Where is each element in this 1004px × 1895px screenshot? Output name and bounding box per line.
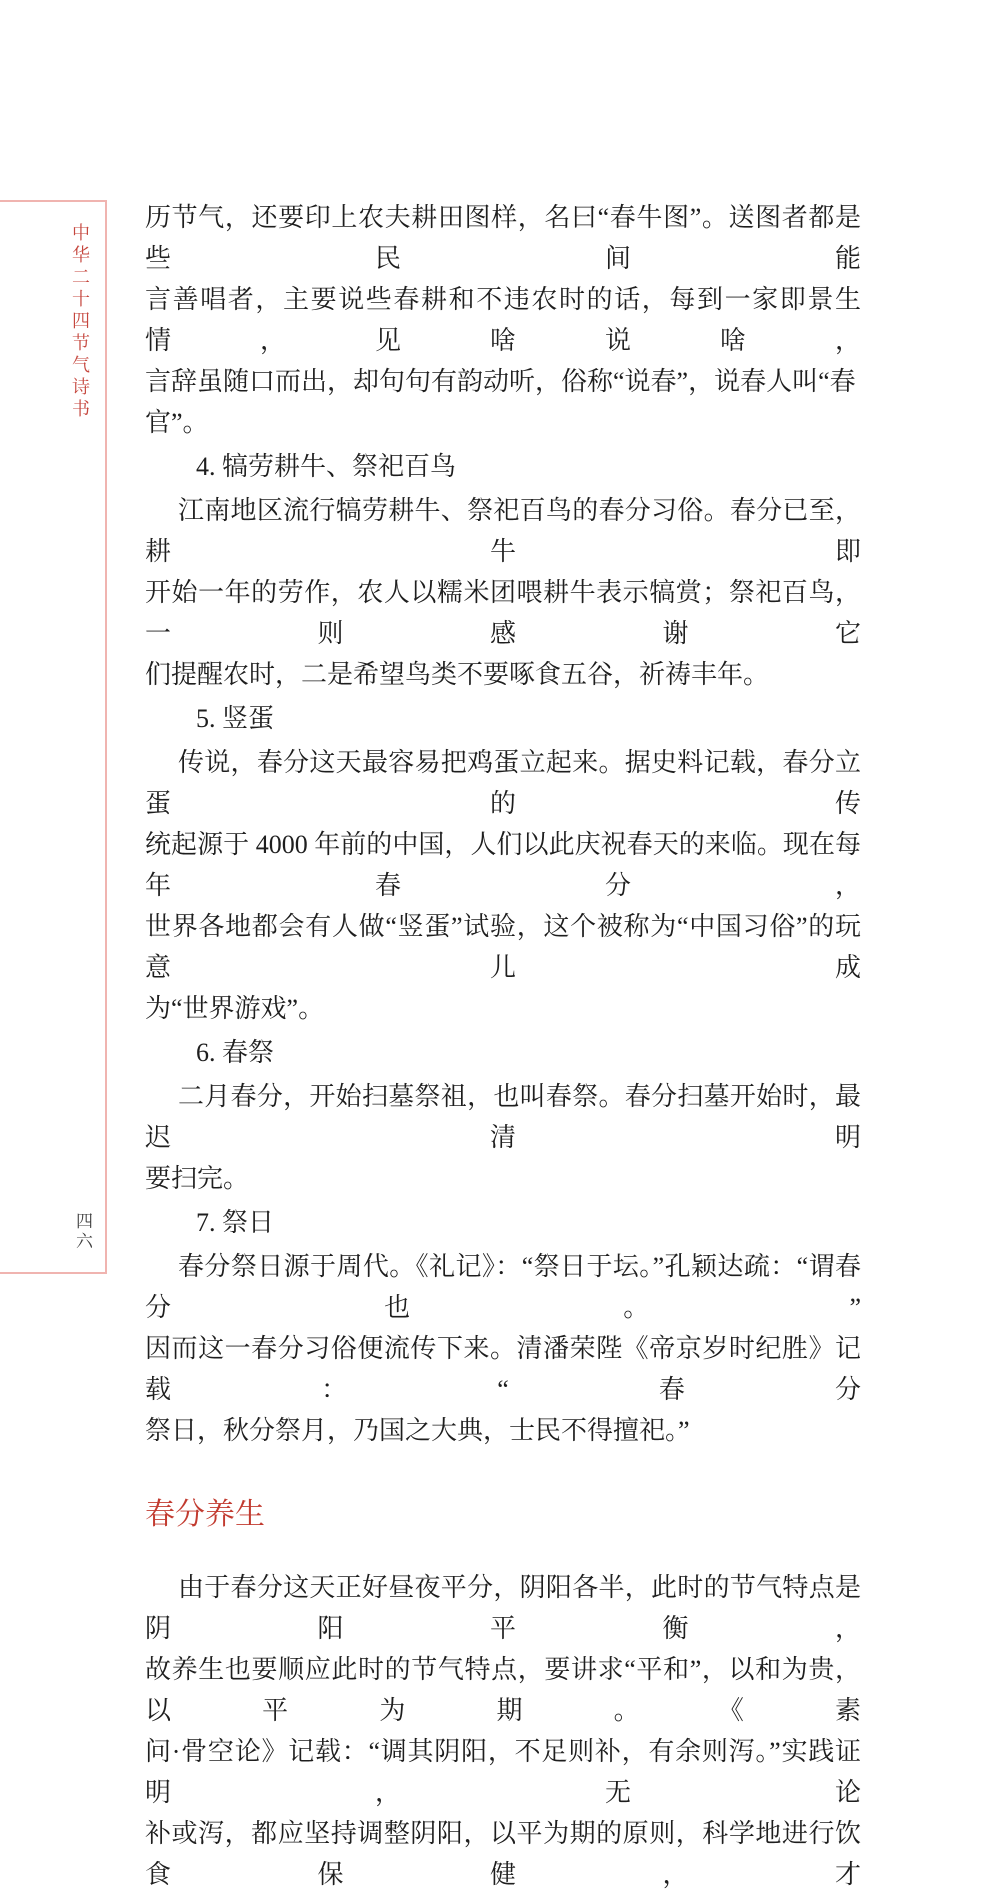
body-line: 们提醒农时，二是希望鸟类不要啄食五谷，祈祷丰年。 xyxy=(145,660,770,689)
body-line: 传说，春分这天最容易把鸡蛋立起来。据史料记载，春分立蛋的传 xyxy=(145,748,861,818)
body-line: 由于春分这天正好昼夜平分，阴阳各半，此时的节气特点是阴阳平衡， xyxy=(145,1573,861,1643)
body-line: 二月春分，开始扫墓祭祖，也叫春祭。春分扫墓开始时，最迟清明 xyxy=(145,1082,861,1152)
section-heading: 春分养生 xyxy=(145,1498,265,1531)
numbered-subheading: 7. 祭日 xyxy=(196,1208,275,1237)
numbered-subheading: 6. 春祭 xyxy=(196,1038,275,1067)
body-line: 问·骨空论》记载：“调其阴阳，不足则补，有余则泻。”实践证明，无论 xyxy=(145,1737,861,1807)
body-line: 祭日，秋分祭月，乃国之大典，士民不得擅祀。” xyxy=(145,1416,690,1445)
body-line: 要扫完。 xyxy=(145,1164,250,1193)
content-area xyxy=(145,197,861,1895)
body-line: 故养生也要顺应此时的节气特点，要讲求“平和”，以和为贵，以平为期。《素 xyxy=(145,1655,861,1725)
body-line: 言辞虽随口而出，却句句有韵动听，俗称“说春”，说春人叫“春官”。 xyxy=(145,367,856,437)
numbered-subheading: 4. 犒劳耕牛、祭祀百鸟 xyxy=(196,452,457,481)
book-title-vertical: 中华二十四节气诗书 xyxy=(70,223,90,421)
numbered-subheading: 5. 竖蛋 xyxy=(196,704,275,733)
text-blocks xyxy=(145,197,861,1895)
body-line: 开始一年的劳作，农人以糯米团喂耕牛表示犒赏；祭祀百鸟，一则感谢它 xyxy=(145,578,861,648)
body-line: 因而这一春分习俗便流传下来。清潘荣陛《帝京岁时纪胜》记载：“春分 xyxy=(145,1334,861,1404)
body-line: 历节气，还要印上农夫耕田图样，名曰“春牛图”。送图者都是些民间能 xyxy=(145,203,861,273)
body-line: 江南地区流行犒劳耕牛、祭祀百鸟的春分习俗。春分已至，耕牛即 xyxy=(145,496,861,566)
body-line: 春分祭日源于周代。《礼记》：“祭日于坛。”孔颖达疏：“谓春分也。” xyxy=(145,1252,861,1322)
body-line: 补或泻，都应坚持调整阴阳，以平为期的原则，科学地进行饮食保健，才 xyxy=(145,1819,861,1889)
body-line: 世界各地都会有人做“竖蛋”试验，这个被称为“中国习俗”的玩意儿成 xyxy=(145,912,861,982)
body-line: 为“世界游戏”。 xyxy=(145,994,325,1023)
body-line: 言善唱者，主要说些春耕和不违农时的话，每到一家即景生情，见啥说啥， xyxy=(145,285,861,355)
body-line: 统起源于 4000 年前的中国，人们以此庆祝春天的来临。现在每年春分， xyxy=(145,830,861,900)
page-number: 四六 xyxy=(73,1212,92,1252)
